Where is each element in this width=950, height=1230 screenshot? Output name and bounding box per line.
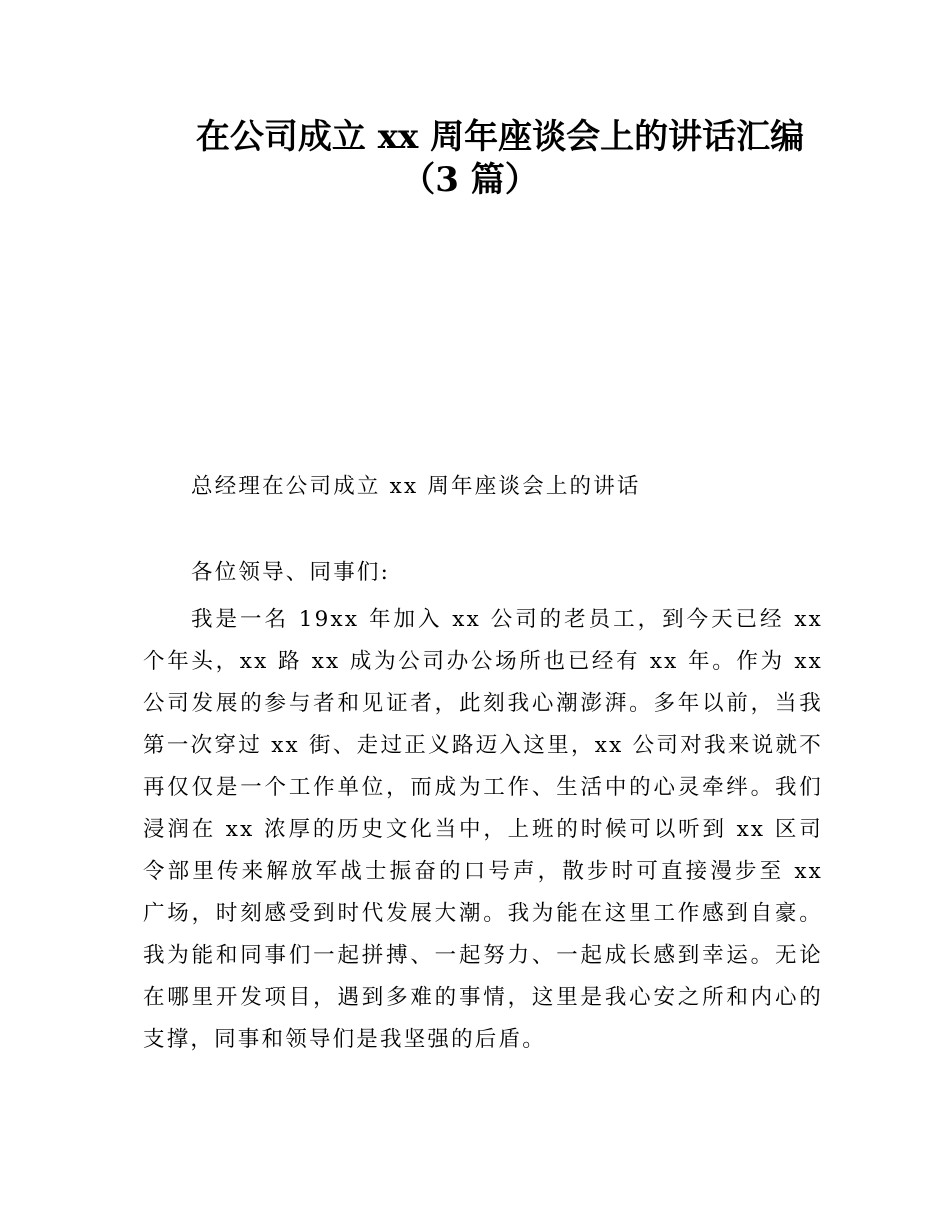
document-title-line2: （3 篇） <box>401 160 539 200</box>
body-paragraph: 我是一名 19xx 年加入 xx 公司的老员工，到今天已经 xx 个年头，xx 路 xx 成为公司办公场所也已经有 xx 年。作为 xx 公司发展的参与者和见证者，此刻我心潮澎湃。多年以前，当我第一次穿过 xx 街、走过正义路迈入这里，xx 公司对我来说就不再仅仅是一个工作单位，而成为工作、生活中的心灵牵绊。我们浸润在 xx 浓厚的历史文化当中，上班的时候可以听到 xx 区司令部里传来解放军战士振奋的口号声，散步时可直接漫步至 xx 广场，时刻感受到时代发展大潮。我为能在这里工作感到自豪。我为能和同事们一起拼搏、一起努力、一起成长感到幸运。无论在哪里开发项目，遇到多难的事情，这里是我心安之所和内心的支撑，同事和领导们是我坚强的后盾。 <box>143 607 823 1052</box>
salutation: 各位领导、同事们: <box>191 560 391 585</box>
speech-title: 总经理在公司成立 xx 周年座谈会上的讲话 <box>191 474 641 499</box>
document-title-line1: 在公司成立 xx 周年座谈会上的讲话汇编 <box>195 117 805 157</box>
